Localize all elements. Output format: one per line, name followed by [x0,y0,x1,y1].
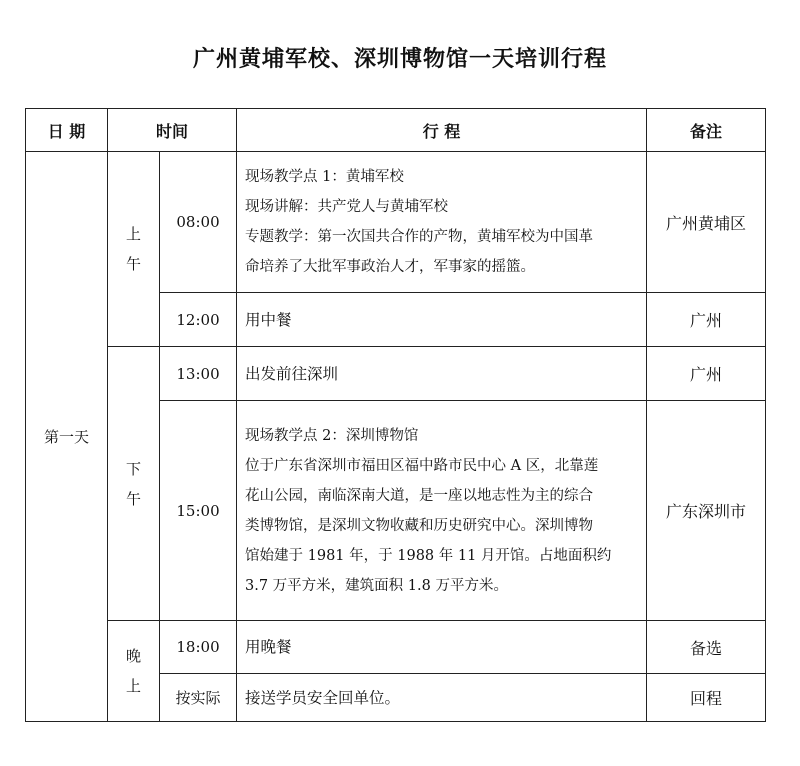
itinerary-line: 出发前往深圳 [245,364,339,383]
itinerary-line: 命培养了大批军事政治人才，军事家的摇篮。 [245,259,536,275]
itinerary-line: 3.7 万平方米，建筑面积 1.8 万平方米。 [245,577,508,594]
header-remarks: 备注 [647,109,766,152]
table-header-row [26,109,766,152]
remark-cell: 广州 [647,347,766,401]
time-cell: 08:00 [160,152,237,293]
table-row [26,347,766,401]
itinerary-line: 用中餐 [245,310,292,329]
header-time: 时间 [108,109,237,152]
period-afternoon [108,347,160,621]
remark-cell: 广州黄埔区 [647,152,766,293]
itinerary-line: 馆始建于 1981 年，于 1988 年 11 月开馆。占地面积约 [245,547,612,564]
table-row [26,621,766,674]
time-cell: 12:00 [160,293,237,347]
time-cell: 15:00 [160,401,237,621]
remark-cell: 广东深圳市 [647,401,766,621]
schedule-table [25,108,766,722]
table-row [26,152,766,293]
itinerary-line: 用晚餐 [245,638,292,656]
remark-cell: 广州 [647,293,766,347]
itinerary-line: 现场教学点 2：深圳博物馆 [245,427,419,444]
itinerary-cell [237,347,647,401]
page-title: 广州黄埔军校、深圳博物馆一天培训行程 [192,47,607,72]
remark-cell: 备选 [647,621,766,674]
itinerary-cell [237,621,647,674]
day-cell: 第一天 [26,152,108,722]
period-evening [108,621,160,722]
period-char: 晚 [125,647,141,665]
time-cell: 18:00 [160,621,237,674]
remark-cell: 回程 [647,674,766,722]
itinerary-line: 位于广东省深圳市福田区福中路市民中心 A 区，北靠莲 [245,457,599,474]
period-char: 上 [125,677,141,695]
itinerary-cell [237,674,647,722]
period-char: 上 [125,225,141,243]
header-itinerary: 行 程 [237,109,647,152]
header-date: 日 期 [26,109,108,152]
itinerary-cell [237,152,647,293]
itinerary-line: 现场教学点 1：黄埔军校 [245,169,404,185]
time-cell: 按实际 [160,674,237,722]
itinerary-line: 花山公园，南临深南大道，是一座以地志性为主的综合 [245,487,594,504]
period-char: 下 [125,459,141,478]
period-char: 午 [125,255,141,273]
itinerary-line: 专题教学：第一次国共合作的产物，黄埔军校为中国革 [245,229,594,245]
time-cell: 13:00 [160,347,237,401]
itinerary-cell [237,401,647,621]
itinerary-line: 接送学员安全回单位。 [245,688,401,707]
itinerary-cell [237,293,647,347]
itinerary-line: 现场讲解：共产党人与黄埔军校 [245,199,449,215]
itinerary-line: 类博物馆，是深圳文物收藏和历史研究中心。深圳博物 [245,517,594,534]
period-morning [108,152,160,347]
period-char: 午 [125,489,141,508]
